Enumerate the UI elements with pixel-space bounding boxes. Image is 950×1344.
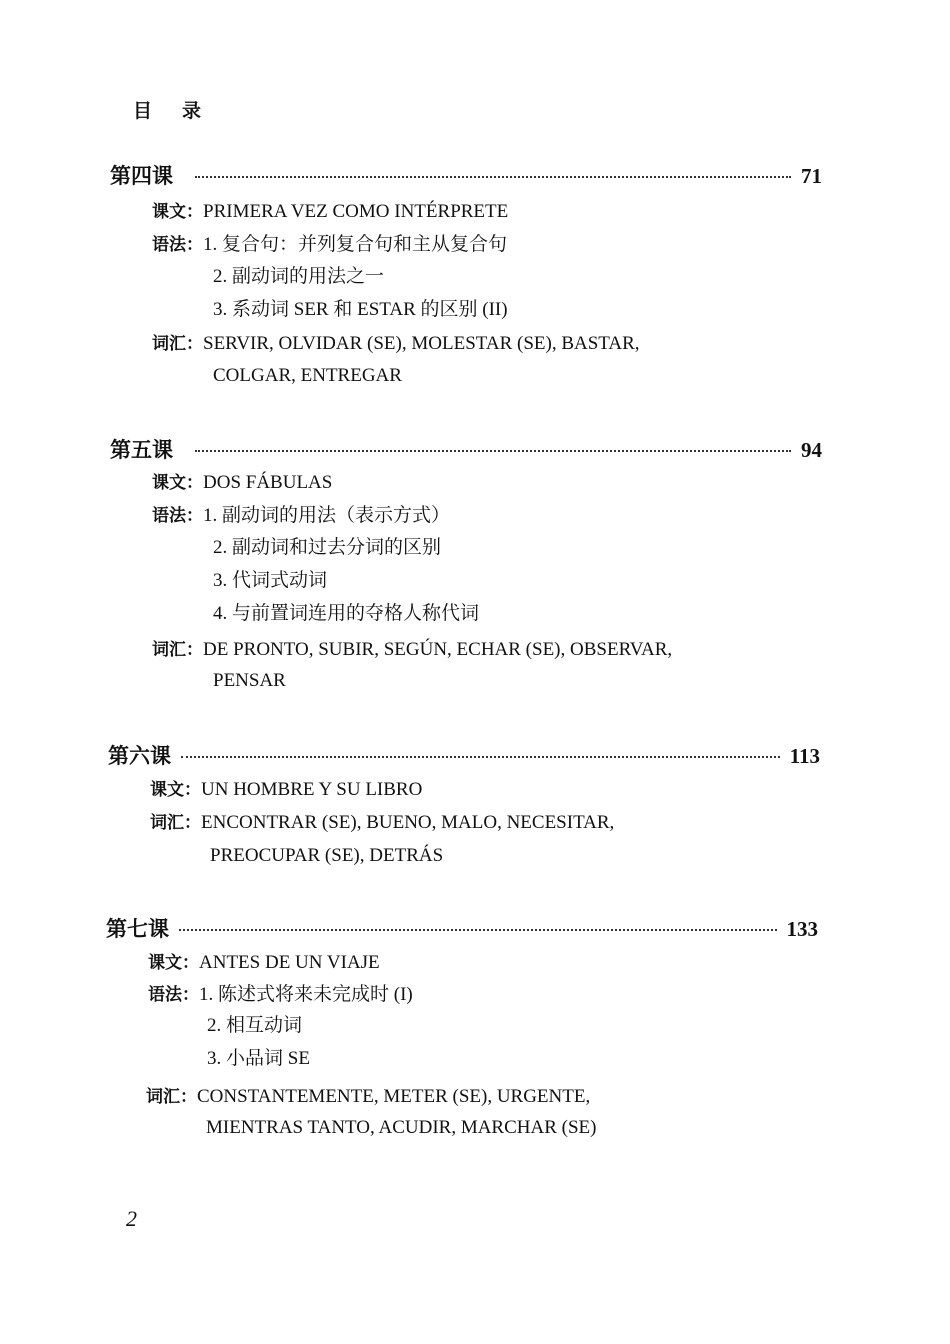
toc-entry — [152, 196, 508, 227]
lesson-page-number: 94 — [801, 438, 822, 462]
dot-leader — [179, 929, 777, 931]
toc-entry — [152, 328, 640, 359]
toc-subentry: 3. 代词式动词 — [213, 570, 328, 591]
toc-subentry: 2. 副动词和过去分词的区别 — [213, 537, 442, 558]
entry-value: DE PRONTO, SUBIR, SEGÚN, ECHAR (SE), OBSERVAR, — [203, 639, 673, 660]
lesson-heading[interactable] — [108, 740, 820, 770]
entry-label: 词汇： — [150, 813, 201, 833]
toc-subentry: 4. 与前置词连用的夺格人称代词 — [213, 603, 480, 624]
toc-entry — [152, 634, 672, 665]
entry-value: UN HOMBRE Y SU LIBRO — [201, 779, 423, 800]
lesson-title: 第七课 — [106, 917, 169, 941]
entry-value: SERVIR, OLVIDAR (SE), MOLESTAR (SE), BASTAR, — [203, 333, 640, 354]
entry-label: 语法： — [152, 235, 203, 255]
entry-label: 课文： — [152, 202, 203, 222]
toc-entry — [150, 807, 614, 838]
entry-label: 词汇： — [146, 1087, 197, 1107]
toc-entry — [150, 774, 422, 805]
toc-entry — [148, 979, 413, 1010]
toc-subentry: 2. 副动词的用法之一 — [213, 266, 385, 287]
toc-subentry: 3. 小品词 SE — [207, 1048, 310, 1069]
entry-label: 语法： — [148, 985, 199, 1005]
entry-value: 1. 陈述式将来未完成时 (I) — [199, 984, 413, 1005]
lesson-title: 第五课 — [110, 438, 173, 462]
entry-label: 课文： — [150, 780, 201, 800]
entry-label: 课文： — [148, 953, 199, 973]
entry-value: PRIMERA VEZ COMO INTÉRPRETE — [203, 201, 509, 222]
lesson-heading[interactable] — [110, 434, 822, 464]
entry-label: 词汇： — [152, 640, 203, 660]
entry-value: ANTES DE UN VIAJE — [199, 952, 380, 973]
lesson-title: 第六课 — [108, 744, 171, 768]
lesson-page-number: 113 — [789, 744, 820, 768]
page-title: 目录 — [133, 100, 232, 122]
entry-label: 语法： — [152, 506, 203, 526]
toc-entry — [152, 467, 332, 498]
lesson-heading[interactable] — [110, 160, 822, 190]
toc-entry — [148, 947, 380, 978]
toc-entry — [152, 229, 507, 260]
entry-label: 词汇： — [152, 334, 203, 354]
lesson-title: 第四课 — [110, 164, 173, 188]
toc-subentry: MIENTRAS TANTO, ACUDIR, MARCHAR (SE) — [206, 1117, 597, 1138]
entry-value: ENCONTRAR (SE), BUENO, MALO, NECESITAR, — [201, 812, 615, 833]
toc-entry — [146, 1081, 590, 1112]
lesson-page-number: 71 — [801, 164, 822, 188]
entry-value: DOS FÁBULAS — [203, 472, 333, 493]
lesson-heading[interactable] — [106, 913, 818, 943]
entry-value: 1. 复合句：并列复合句和主从复合句 — [203, 234, 508, 255]
toc-subentry: COLGAR, ENTREGAR — [213, 365, 402, 386]
entry-value: CONSTANTEMENTE, METER (SE), URGENTE, — [197, 1086, 591, 1107]
lesson-page-number: 133 — [786, 917, 818, 941]
toc-subentry: 2. 相互动词 — [207, 1015, 303, 1036]
toc-subentry: PREOCUPAR (SE), DETRÁS — [210, 845, 444, 866]
dot-leader — [181, 756, 780, 758]
entry-label: 课文： — [152, 473, 203, 493]
dot-leader — [195, 450, 791, 452]
toc-subentry: PENSAR — [213, 670, 286, 691]
toc-entry — [152, 500, 450, 531]
page-number: 2 — [126, 1206, 137, 1231]
entry-value: 1. 副动词的用法（表示方式） — [203, 505, 451, 526]
dot-leader — [195, 176, 791, 178]
toc-subentry: 3. 系动词 SER 和 ESTAR 的区别 (II) — [213, 299, 508, 320]
